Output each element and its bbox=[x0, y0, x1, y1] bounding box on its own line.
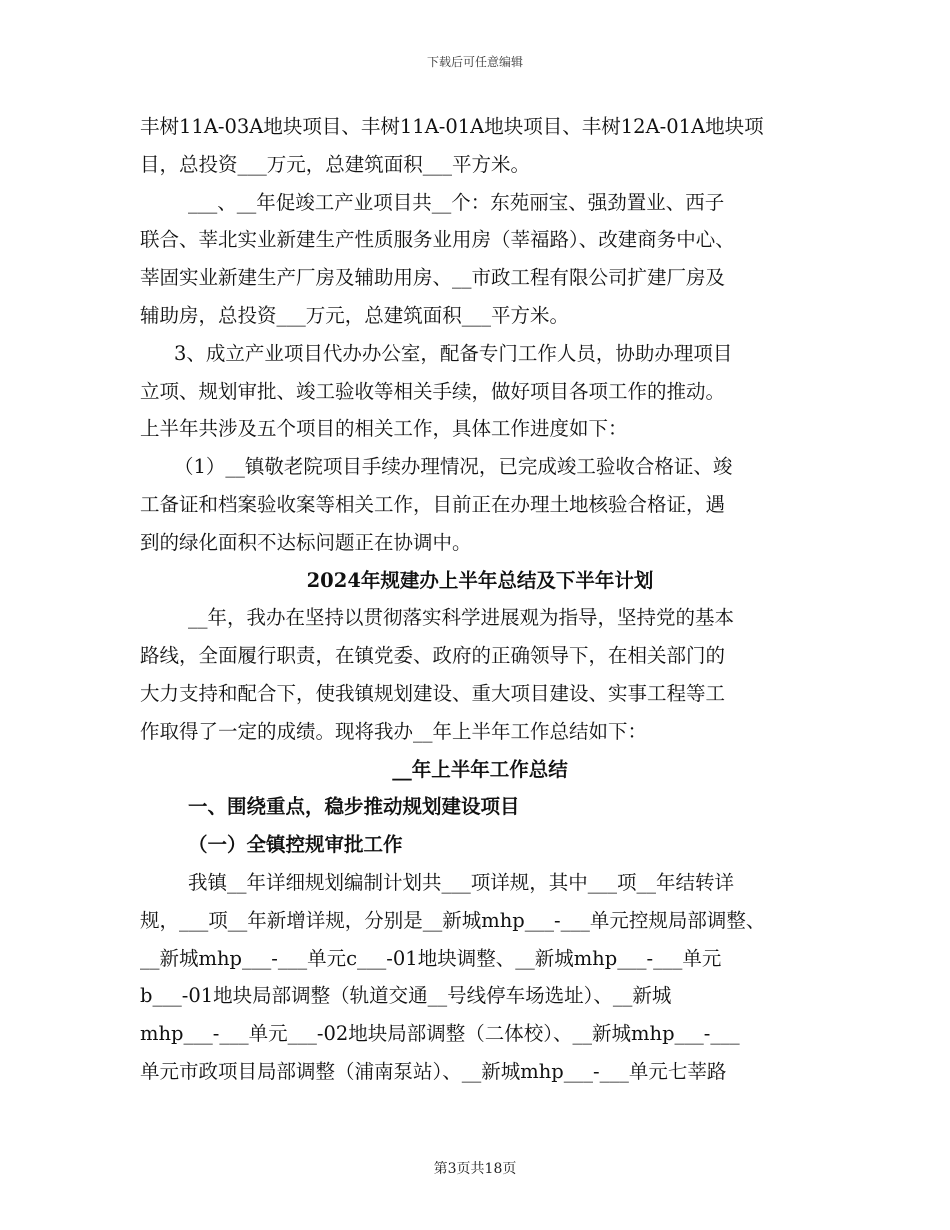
paragraph-line: b___-01地块局部调整（轨道交通__号线停车场选址）、__新城 bbox=[140, 984, 672, 1008]
section-title: __年上半年工作总结 bbox=[392, 757, 568, 781]
paragraph-line: 辅助房，总投资___万元，总建筑面积___平方米。 bbox=[140, 303, 570, 327]
paragraph-line: 目，总投资___万元，总建筑面积___平方米。 bbox=[140, 152, 531, 176]
paragraph-line: 单元市政项目局部调整（浦南泵站）、__新城mhp___-___单元七莘路 bbox=[140, 1059, 727, 1083]
paragraph-line: 立项、规划审批、竣工验收等相关手续，做好项目各项工作的推动。 bbox=[140, 379, 726, 403]
paragraph-line: 丰树11A-03A地块项目、丰树11A-01A地块项目、丰树12A-01A地块项 bbox=[140, 115, 764, 138]
page-header-note: 下载后可任意编辑 bbox=[426, 55, 523, 69]
paragraph-line: 我镇__年详细规划编制计划共___项详规，其中___项__年结转详 bbox=[188, 870, 735, 894]
paragraph-line: 路线，全面履行职责，在镇党委、政府的正确领导下，在相关部门的 bbox=[140, 644, 726, 668]
section-heading: 一、围绕重点，稳步推动规划建设项目 bbox=[188, 795, 520, 819]
document-title: 2024年规建办上半年总结及下半年计划 bbox=[306, 568, 654, 592]
paragraph-line: 规，___项__年新增详规，分别是__新城mhp___-___单元控规局部调整、 bbox=[140, 908, 766, 932]
paragraph-line: 3、成立产业项目代办办公室，配备专门工作人员，协助办理项目 bbox=[174, 341, 733, 365]
paragraph-line: __新城mhp___-___单元c___-01地块调整、__新城mhp___-___单元 bbox=[140, 946, 722, 970]
paragraph-line: 莘固实业新建生产厂房及辅助用房、__市政工程有限公司扩建厂房及 bbox=[140, 266, 726, 290]
paragraph-line: 联合、莘北实业新建生产性质服务业用房（莘福路）、改建商务中心、 bbox=[140, 228, 735, 252]
page-number-footer: 第3页共18页 bbox=[433, 1161, 517, 1177]
paragraph-line: mhp___-___单元___-02地块局部调整（二体校）、__新城mhp___-___ bbox=[140, 1022, 740, 1046]
paragraph-line: 作取得了一定的成绩。现将我办__年上半年工作总结如下： bbox=[140, 719, 648, 743]
paragraph-line: 到的绿化面积不达标问题正在协调中。 bbox=[140, 530, 472, 554]
paragraph-line: __年，我办在坚持以贯彻落实科学进展观为指导，坚持党的基本 bbox=[188, 606, 735, 630]
paragraph-line: ___、__年促竣工产业项目共__个：东苑丽宝、强劲置业、西子 bbox=[188, 190, 725, 214]
paragraph-line: 工备证和档案验收案等相关工作，目前正在办理土地核验合格证，遇 bbox=[140, 492, 726, 516]
paragraph-line: 大力支持和配合下，使我镇规划建设、重大项目建设、实事工程等工 bbox=[140, 681, 726, 705]
subsection-heading: （一）全镇控规审批工作 bbox=[188, 833, 403, 857]
paragraph-line: （1）__镇敬老院项目手续办理情况，已完成竣工验收合格证、竣 bbox=[174, 455, 733, 479]
document-body bbox=[140, 108, 820, 1091]
paragraph-line: 上半年共涉及五个项目的相关工作，具体工作进度如下： bbox=[140, 417, 628, 441]
